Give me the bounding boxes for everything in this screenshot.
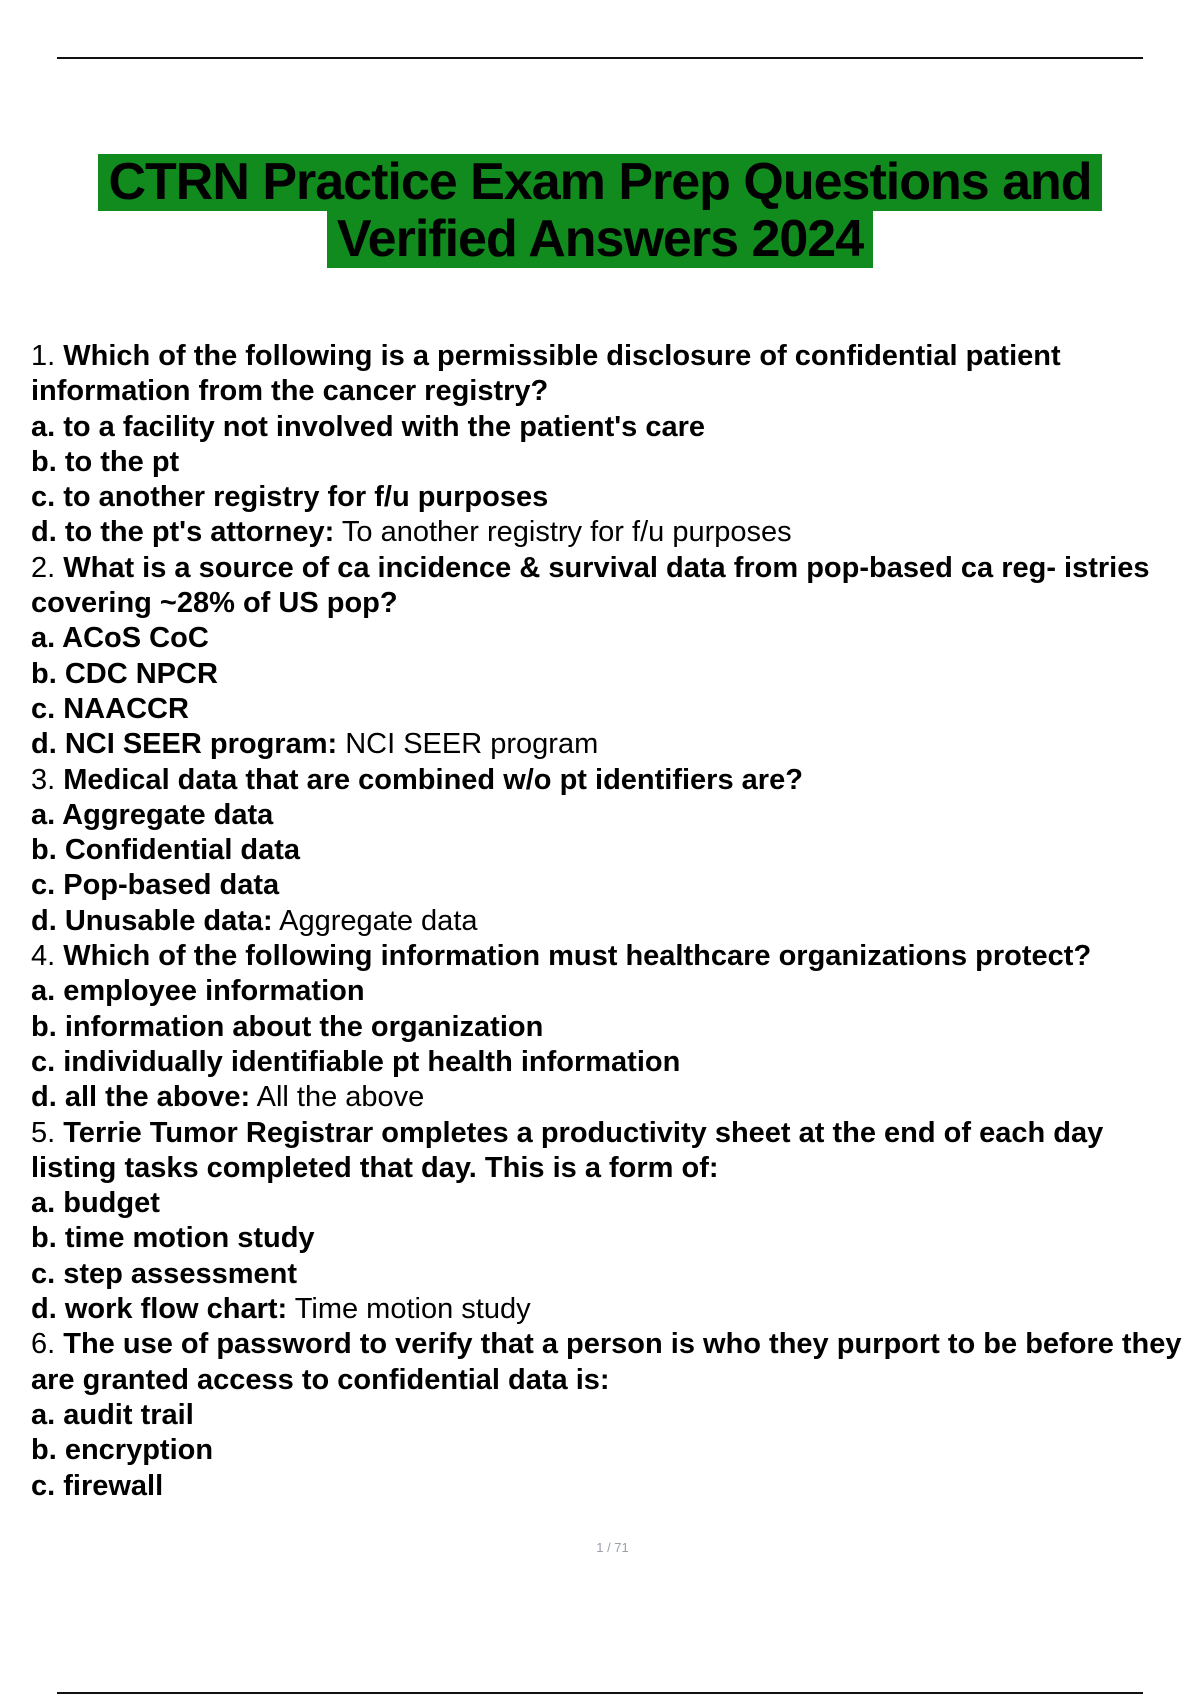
option-d: d. Unusable data: — [31, 904, 273, 937]
question-text — [31, 939, 1196, 974]
document-title — [0, 154, 1200, 268]
question-number: 5. — [31, 1116, 56, 1149]
answer: All the above — [256, 1081, 425, 1114]
option-d-with-answer — [31, 1080, 1196, 1115]
question-text — [31, 1116, 1196, 1187]
option-c: c. firewall — [31, 1469, 164, 1502]
question-number: 4. — [31, 940, 56, 973]
option-a: a. Aggregate data — [31, 798, 274, 831]
option-a: a. audit trail — [31, 1398, 194, 1431]
option-d-with-answer — [31, 515, 1196, 550]
page-indicator: 1 / 71 — [596, 1540, 629, 1555]
option-d: d. NCI SEER program: — [31, 728, 338, 761]
option-b: b. Confidential data — [31, 834, 301, 867]
question-text — [31, 1327, 1196, 1398]
option-a: a. employee information — [31, 975, 365, 1008]
question-stem: Which of the following is a permissible disclosure of confidential patient information from the cancer registry? — [31, 340, 1061, 408]
answer: Aggregate data — [279, 904, 478, 937]
bottom-rule — [57, 1692, 1143, 1694]
option-d: d. to the pt's attorney: — [31, 516, 335, 549]
question-stem: The use of password to verify that a person is who they purport to be before they are granted access to confidential data is: — [31, 1328, 1182, 1396]
question-3 — [31, 763, 1196, 939]
top-rule — [57, 57, 1143, 59]
option-d: d. all the above: — [31, 1081, 251, 1114]
option-c: c. NAACCR — [31, 692, 189, 725]
option-c: c. individually identifiable pt health information — [31, 1045, 681, 1078]
option-d-with-answer — [31, 727, 1196, 762]
question-stem: Which of the following information must healthcare organizations protect? — [63, 940, 1092, 973]
option-c: c. step assessment — [31, 1257, 297, 1290]
option-a: a. to a facility not involved with the patient's care — [31, 410, 706, 443]
question-stem: Terrie Tumor Registrar ompletes a productivity sheet at the end of each day listing tasks completed that day. This is a form of: — [31, 1116, 1104, 1184]
option-d-with-answer — [31, 1292, 1196, 1327]
question-number: 6. — [31, 1328, 56, 1361]
option-b: b. time motion study — [31, 1222, 315, 1255]
question-number: 3. — [31, 763, 56, 796]
title-line-1: CTRN Practice Exam Prep Questions and — [98, 154, 1101, 211]
question-list — [31, 339, 1196, 1504]
title-line-2: Verified Answers 2024 — [327, 211, 873, 268]
option-a: a. ACoS CoC — [31, 622, 209, 655]
option-c: c. to another registry for f/u purposes — [31, 481, 549, 514]
option-d: d. work flow chart: — [31, 1293, 288, 1326]
option-b: b. information about the organization — [31, 1010, 544, 1043]
answer: Time motion study — [294, 1293, 531, 1326]
question-text — [31, 551, 1196, 622]
option-b: b. to the pt — [31, 445, 180, 478]
question-number: 1. — [31, 340, 56, 372]
question-4 — [31, 939, 1196, 1115]
question-stem: Medical data that are combined w/o pt identifiers are? — [63, 763, 803, 796]
question-text — [31, 763, 1196, 798]
answer: NCI SEER program — [345, 728, 599, 761]
option-c: c. Pop-based data — [31, 869, 280, 902]
question-2 — [31, 551, 1196, 763]
question-5 — [31, 1116, 1196, 1328]
answer: To another registry for f/u purposes — [341, 516, 792, 549]
question-number: 2. — [31, 551, 56, 584]
option-b: b. CDC NPCR — [31, 657, 218, 690]
option-a: a. budget — [31, 1187, 160, 1220]
question-1 — [31, 339, 1196, 551]
option-d-with-answer — [31, 904, 1196, 939]
option-b: b. encryption — [31, 1434, 214, 1467]
question-6 — [31, 1327, 1196, 1503]
question-text — [31, 339, 1196, 410]
question-stem: What is a source of ca incidence & survival data from pop-based ca reg- istries covering ~28% of US pop? — [31, 551, 1150, 620]
